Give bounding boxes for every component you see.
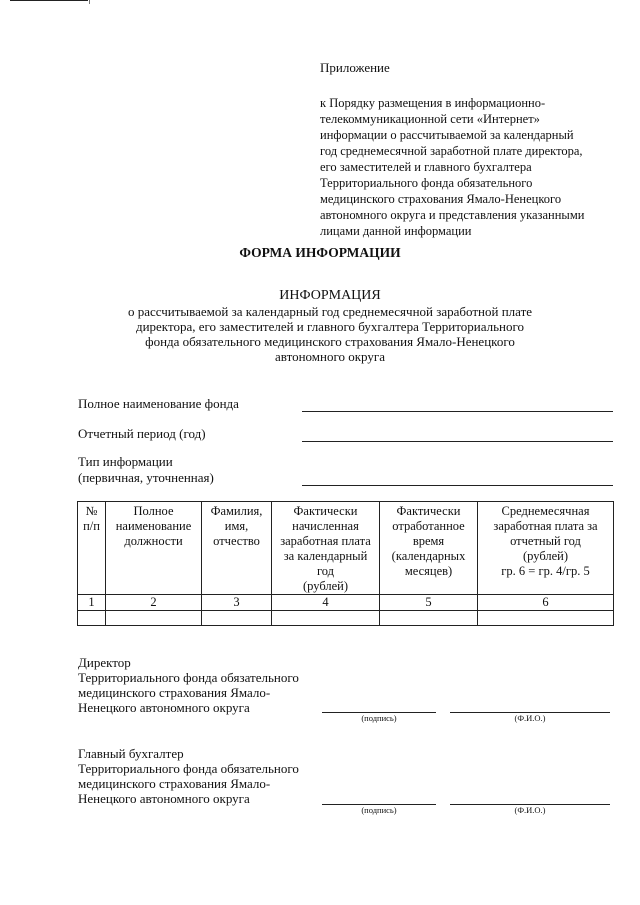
name-caption: (Ф.И.О.) [514, 713, 546, 723]
chief-accountant-signature-block [78, 746, 618, 818]
appendix-reference-line: Территориального фонда обязательного [320, 176, 533, 190]
header-line: (рублей) [522, 549, 569, 563]
signatory-title-line: медицинского страхования Ямало- [78, 776, 271, 791]
appendix-caption: Приложение [320, 60, 390, 75]
header-line: Фактически [293, 504, 358, 518]
header-line: время [412, 534, 445, 548]
header-worked-time [380, 502, 478, 595]
field-label-line: Тип информации [78, 454, 173, 469]
header-line: заработная плата [280, 534, 371, 548]
field-label [78, 426, 206, 442]
signatory-title-line: Территориального фонда обязательного [78, 761, 299, 776]
header-line: отчество [213, 534, 260, 548]
director-signature-block [78, 655, 618, 727]
info-heading [110, 288, 550, 364]
signatory-title-line: медицинского страхования Ямало- [78, 685, 271, 700]
signature-caption: (подпись) [361, 713, 397, 723]
table-cell[interactable] [106, 611, 202, 626]
header-line: № [85, 504, 98, 518]
appendix-reference-line: автономного округа и представления указанными [320, 208, 585, 222]
header-accrued-salary [272, 502, 380, 595]
signatory-title [78, 746, 318, 806]
header-line: гр. 6 = гр. 4/гр. 5 [501, 564, 590, 578]
info-subtitle-line: автономного округа [275, 349, 385, 364]
table-row [78, 611, 614, 626]
header-line: заработная плата за [493, 519, 598, 533]
appendix-note [320, 60, 600, 239]
column-number: 4 [272, 595, 380, 611]
header-line: Фамилия, [210, 504, 263, 518]
signatory-title-line: Территориального фонда обязательного [78, 670, 299, 685]
signatory-title-line: Ненецкого автономного округа [78, 700, 250, 715]
info-subtitle-line: фонда обязательного медицинского страхования Ямало-Ненецкого [145, 334, 515, 349]
scan-edge-tick [89, 0, 90, 4]
reporting-period-input-line[interactable] [302, 441, 613, 442]
table-cell[interactable] [380, 611, 478, 626]
signature-caption: (подпись) [361, 805, 397, 815]
table-cell[interactable] [272, 611, 380, 626]
header-position [106, 502, 202, 595]
header-line: начисленная [292, 519, 359, 533]
header-line: п/п [83, 519, 100, 533]
signatory-title-line: Главный бухгалтер [78, 746, 184, 761]
field-info-type [78, 454, 613, 486]
field-label-line: Отчетный период (год) [78, 426, 206, 441]
scan-edge-line [10, 0, 88, 1]
header-line: Фактически [396, 504, 461, 518]
field-label [78, 454, 214, 486]
info-type-input-line[interactable] [302, 485, 613, 486]
header-line: за календарный [283, 549, 368, 563]
header-line: (календарных [391, 549, 466, 563]
signatory-title [78, 655, 318, 715]
appendix-reference-line: информации о рассчитываемой за календарный [320, 128, 574, 142]
field-label [78, 396, 239, 412]
header-line: должности [124, 534, 183, 548]
appendix-reference-line: к Порядку размещения в информационно- [320, 96, 546, 110]
header-line: Среднемесячная [501, 504, 590, 518]
salary-info-table [77, 501, 614, 626]
table-cell[interactable] [478, 611, 614, 626]
column-number: 6 [478, 595, 614, 611]
column-number-row [78, 595, 614, 611]
appendix-reference-line: его заместителей и главного бухгалтера [320, 160, 532, 174]
header-line: отчетный год [510, 534, 581, 548]
header-line: Полное [133, 504, 174, 518]
form-title: ФОРМА ИНФОРМАЦИИ [239, 245, 401, 260]
field-fund-name [78, 382, 613, 412]
field-reporting-period [78, 412, 613, 442]
appendix-reference [320, 95, 600, 239]
header-line: отработанное [392, 519, 465, 533]
name-caption: (Ф.И.О.) [514, 805, 546, 815]
field-label-line: (первичная, уточненная) [78, 470, 214, 485]
header-line: наименование [115, 519, 192, 533]
header-average-salary [478, 502, 614, 595]
table-cell[interactable] [78, 611, 106, 626]
table-header-row [78, 502, 614, 595]
signatory-title-line: Директор [78, 655, 131, 670]
appendix-reference-line: медицинского страхования Ямало-Ненецкого [320, 192, 562, 206]
header-line: месяцев) [404, 564, 453, 578]
header-line: (рублей) [302, 579, 349, 593]
table-cell[interactable] [202, 611, 272, 626]
column-number: 5 [380, 595, 478, 611]
signatory-title-line: Ненецкого автономного округа [78, 791, 250, 806]
info-title: ИНФОРМАЦИЯ [279, 288, 381, 303]
appendix-reference-line: лицами данной информации [320, 224, 472, 238]
header-line: имя, [224, 519, 249, 533]
column-number: 1 [78, 595, 106, 611]
appendix-reference-line: телекоммуникационной сети «Интернет» [320, 112, 540, 126]
header-row-number [78, 502, 106, 595]
column-number: 2 [106, 595, 202, 611]
appendix-reference-line: год среднемесячной заработной плате директора, [320, 144, 583, 158]
info-subtitle-line: директора, его заместителей и главного бухгалтера Территориального [135, 319, 525, 334]
header-full-name [202, 502, 272, 595]
column-number: 3 [202, 595, 272, 611]
header-line: год [316, 564, 335, 578]
field-label-line: Полное наименование фонда [78, 396, 239, 411]
info-subtitle-line: о рассчитываемой за календарный год среднемесячной заработной плате [127, 304, 533, 319]
